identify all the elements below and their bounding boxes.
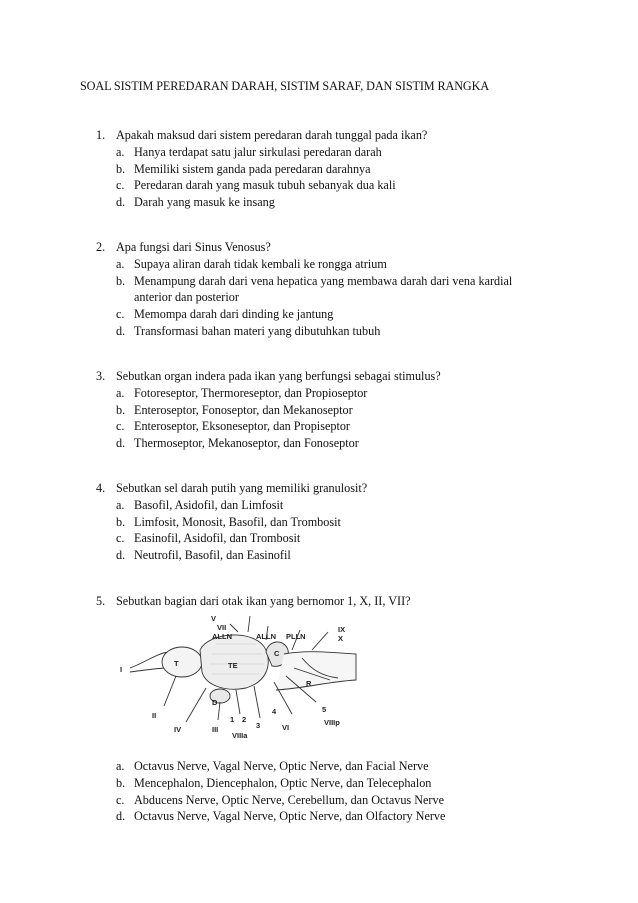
- option-text: Supaya aliran darah tidak kembali ke rongga atrium: [134, 256, 387, 271]
- option-text: Memompa darah dari dinding ke jantung: [134, 307, 334, 322]
- option-a: [116, 256, 616, 273]
- figure-label: C: [274, 649, 280, 658]
- option-d: [116, 808, 616, 825]
- question-text: Sebutkan organ indera pada ikan yang berfungsi sebagai stimulus?: [116, 369, 441, 383]
- option-text: Octavus Nerve, Vagal Nerve, Optic Nerve, dan Facial Nerve: [134, 759, 429, 773]
- question-number: 3.: [96, 369, 106, 383]
- option-c: [116, 418, 616, 435]
- figure-label: III: [212, 725, 219, 734]
- option-letter: d.: [116, 809, 126, 824]
- option-letter: c.: [116, 792, 125, 807]
- question-3: [96, 368, 616, 452]
- option-b: [116, 402, 616, 419]
- page-title: SOAL SISTIM PEREDARAN DARAH, SISTIM SARAF, DAN SISTIM RANGKA: [80, 79, 490, 93]
- fish-brain-diagram: [116, 610, 366, 745]
- option-list: [116, 256, 616, 340]
- figure-label: 5: [322, 705, 327, 714]
- option-letter: d.: [116, 436, 126, 451]
- figure-label: VIIIa: [232, 731, 248, 740]
- option-text: Menampung darah dari vena hepatica yang membawa darah dari vena kardial anterior dan posterior: [134, 273, 513, 305]
- question-text: Apakah maksud dari sistem peredaran darah tunggal pada ikan?: [116, 128, 428, 142]
- option-letter: a.: [116, 385, 125, 400]
- figure-label: D: [212, 698, 218, 707]
- option-a: [116, 497, 616, 514]
- option-letter: c.: [116, 531, 125, 546]
- option-text: Darah yang masuk ke insang: [134, 195, 275, 210]
- option-letter: d.: [116, 323, 126, 338]
- option-letter: b.: [116, 161, 126, 176]
- question-number: 1.: [96, 128, 106, 142]
- question-4: [96, 480, 616, 564]
- option-letter: c.: [116, 419, 125, 434]
- figure-label: 4: [272, 707, 277, 716]
- fish-brain-figure: [116, 610, 366, 745]
- option-text: Limfosit, Monosit, Basofil, dan Trombosit: [134, 514, 341, 529]
- question-5-options: [116, 758, 616, 825]
- option-letter: a.: [116, 144, 125, 159]
- figure-label: ALLN: [256, 632, 276, 641]
- option-text: Memiliki sistem ganda pada peredaran darahnya: [134, 161, 371, 176]
- option-text: Easinofil, Asidofil, dan Trombosit: [134, 531, 301, 546]
- option-c: [116, 306, 616, 323]
- option-b: [116, 161, 616, 178]
- figure-label: VI: [282, 723, 290, 732]
- figure-label: X: [338, 634, 344, 643]
- option-text: Transformasi bahan materi yang dibutuhkan tubuh: [134, 323, 381, 338]
- option-b: [116, 273, 616, 307]
- option-letter: c.: [116, 178, 125, 193]
- option-a: [116, 144, 616, 161]
- option-text: Hanya terdapat satu jalur sirkulasi peredaran darah: [134, 144, 382, 159]
- figure-label: TE: [228, 661, 238, 670]
- option-c: [116, 177, 616, 194]
- option-list: [116, 497, 616, 564]
- question-text: Sebutkan bagian dari otak ikan yang bernomor 1, X, II, VII?: [116, 594, 411, 608]
- question-text: Sebutkan sel darah putih yang memiliki granulosit?: [116, 481, 368, 495]
- figure-label: 3: [256, 721, 261, 730]
- option-d: [116, 323, 616, 340]
- option-list: [116, 144, 616, 211]
- option-letter: b.: [116, 775, 126, 790]
- option-list: [116, 385, 616, 452]
- figure-label: VIIIp: [324, 718, 340, 727]
- figure-label: 2: [242, 715, 247, 724]
- option-letter: c.: [116, 307, 125, 322]
- figure-label: I: [120, 665, 123, 674]
- figure-label: II: [152, 711, 157, 720]
- option-d: [116, 194, 616, 211]
- option-letter: b.: [116, 514, 126, 529]
- option-letter: d.: [116, 548, 126, 563]
- option-text: Peredaran darah yang masuk tubuh sebanyak dua kali: [134, 178, 396, 193]
- option-letter: d.: [116, 195, 126, 210]
- question-number: 4.: [96, 481, 106, 495]
- figure-label: VII: [217, 623, 227, 632]
- figure-label: 1: [230, 715, 235, 724]
- figure-label: R: [306, 679, 312, 688]
- option-a: [116, 385, 616, 402]
- question-number: 5.: [96, 594, 106, 608]
- question-1: [96, 127, 616, 211]
- option-text: Basofil, Asidofil, dan Limfosit: [134, 497, 284, 512]
- option-letter: b.: [116, 273, 126, 288]
- option-letter: a.: [116, 497, 125, 512]
- figure-label: IV: [174, 725, 182, 734]
- option-d: [116, 547, 616, 564]
- option-b: [116, 514, 616, 531]
- figure-label: T: [174, 659, 179, 668]
- option-text: Neutrofil, Basofil, dan Easinofil: [134, 548, 291, 563]
- figure-label: V: [211, 614, 217, 623]
- option-text: Abducens Nerve, Optic Nerve, Cerebellum, dan Octavus Nerve: [134, 792, 444, 807]
- figure-label: ALLN: [212, 632, 232, 641]
- question-text: Apa fungsi dari Sinus Venosus?: [116, 240, 271, 254]
- option-text: Mencephalon, Diencephalon, Optic Nerve, dan Telecephalon: [134, 775, 432, 790]
- option-text: Thermoseptor, Mekanoseptor, dan Fonoseptor: [134, 436, 359, 451]
- figure-label: PLLN: [286, 632, 306, 641]
- option-text: Enteroseptor, Fonoseptor, dan Mekanoseptor: [134, 402, 353, 417]
- option-text: Enteroseptor, Eksoneseptor, dan Propiseptor: [134, 419, 350, 434]
- question-number: 2.: [96, 240, 106, 254]
- option-c: [116, 792, 616, 809]
- question-5: [96, 593, 616, 610]
- option-text: Octavus Nerve, Vagal Nerve, Optic Nerve, dan Olfactory Nerve: [134, 809, 446, 824]
- option-letter: b.: [116, 402, 126, 417]
- option-b: [116, 775, 616, 792]
- option-letter: a.: [116, 256, 125, 271]
- option-text: Fotoreseptor, Thermoreseptor, dan Propioseptor: [134, 385, 368, 400]
- option-c: [116, 530, 616, 547]
- figure-label: IX: [338, 625, 346, 634]
- option-d: [116, 435, 616, 452]
- option-a: [116, 758, 616, 775]
- question-2: [96, 239, 616, 340]
- option-letter: a.: [116, 759, 125, 773]
